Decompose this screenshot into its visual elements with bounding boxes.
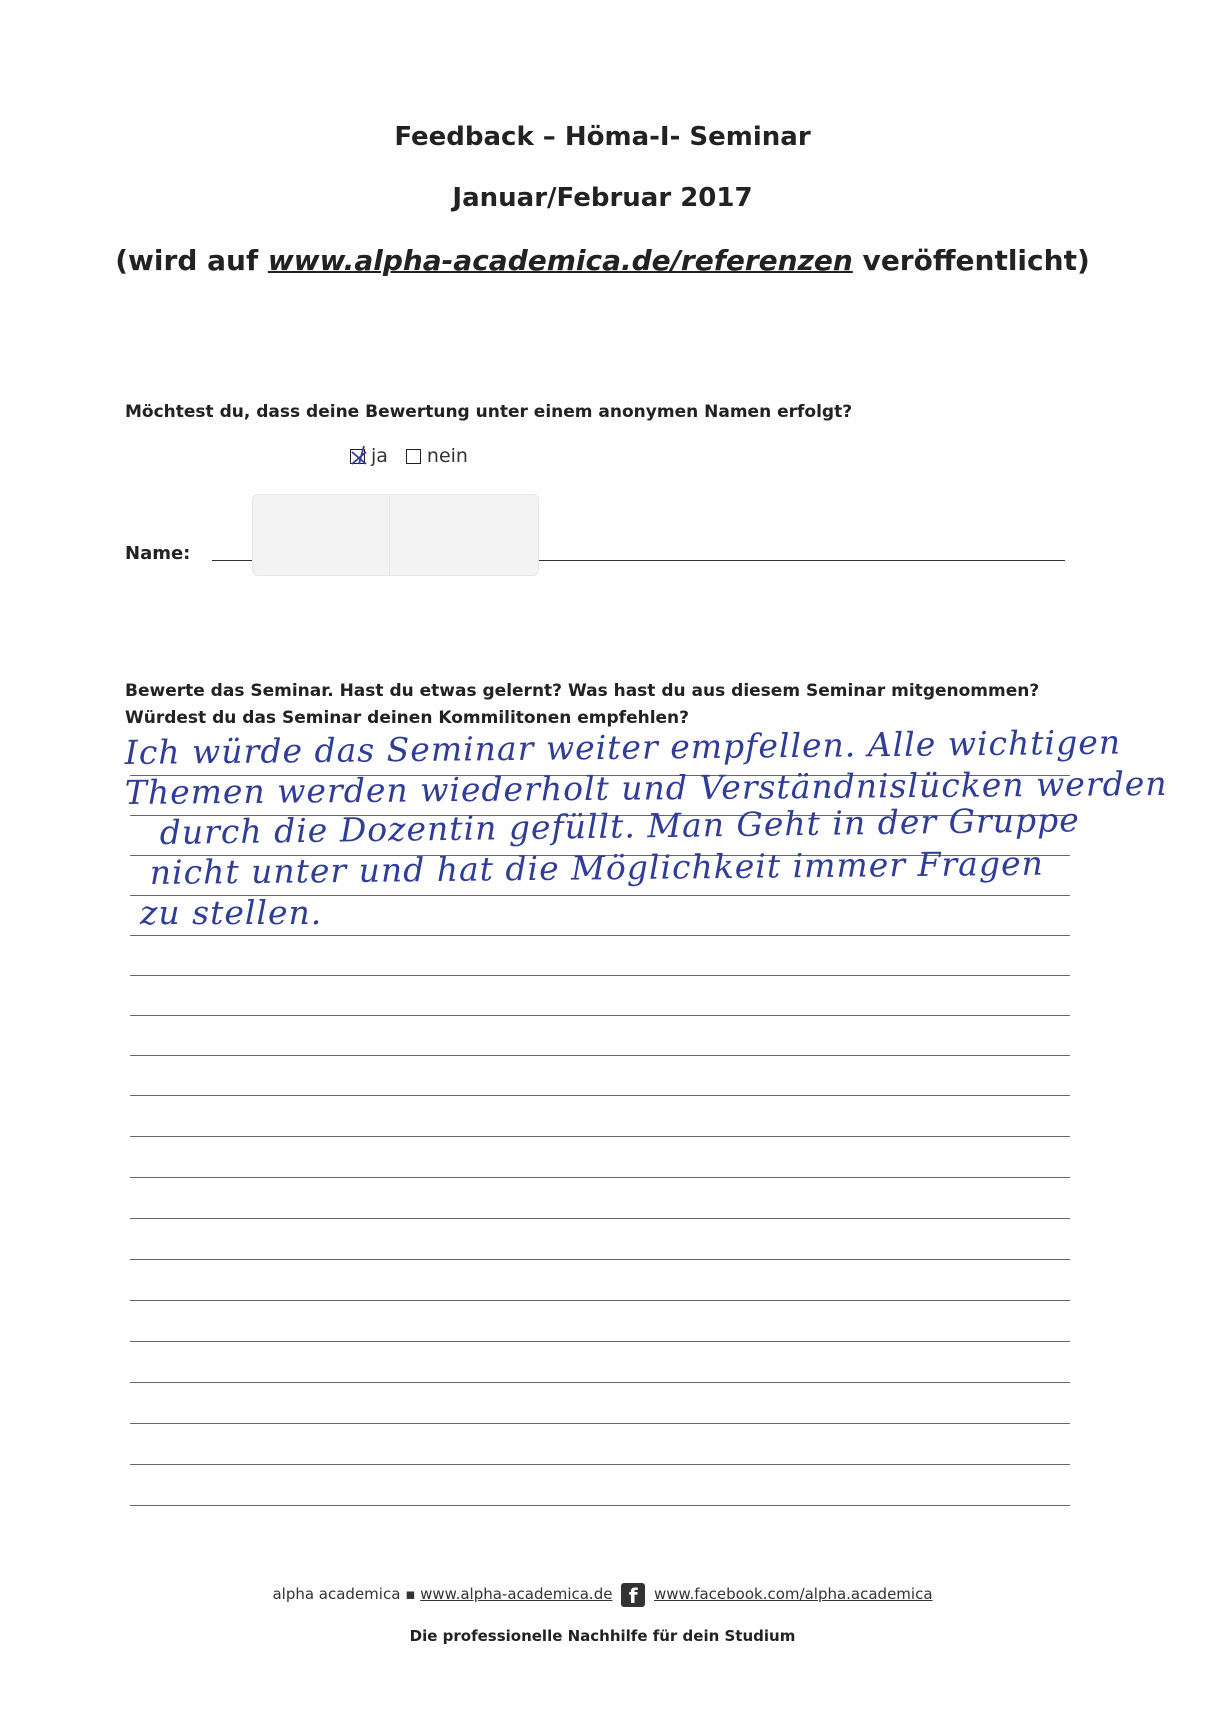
referenzen-link[interactable]: www.alpha-academica.de/referenzen — [267, 244, 853, 277]
answer-rule — [130, 1464, 1070, 1465]
website-link[interactable]: www.alpha-academica.de — [420, 1585, 613, 1603]
answer-rule — [130, 1095, 1070, 1096]
answer-rule — [130, 935, 1070, 936]
anonymous-options — [350, 445, 468, 467]
answer-rule — [130, 975, 1070, 976]
publication-note — [0, 244, 1205, 277]
answer-rule — [130, 1177, 1070, 1178]
option-nein[interactable] — [406, 445, 468, 467]
answer-rule — [130, 1423, 1070, 1424]
footer-contact — [0, 1583, 1205, 1607]
form-subtitle: Januar/Februar 2017 — [452, 183, 753, 213]
answer-rule — [130, 1218, 1070, 1219]
answer-rule — [130, 1382, 1070, 1383]
footer-separator: ▪ — [405, 1585, 416, 1603]
handwritten-answer-line: durch die Dozentin gefüllt. Man Geht in der Gruppe — [159, 800, 1081, 852]
facebook-link[interactable]: www.facebook.com/alpha.academica — [654, 1585, 933, 1603]
answer-rule — [130, 1055, 1070, 1056]
handwritten-answer-line: nicht unter und hat die Möglichkeit immer Fragen — [149, 843, 1044, 892]
answer-rule — [130, 1015, 1070, 1016]
answer-rule — [130, 1136, 1070, 1137]
nein-checkbox[interactable] — [406, 449, 421, 464]
seminar-question-line-1: Bewerte das Seminar. Hast du etwas gelernt? Was hast du aus diesem Seminar mitgenommen? — [125, 681, 1040, 701]
publication-suffix: veröffentlicht) — [852, 244, 1090, 277]
handwritten-answer-line: zu stellen. — [140, 893, 323, 932]
name-label: Name: — [125, 543, 191, 564]
handwritten-answer-line: Themen werden wiederholt und Verständnislücken werden — [124, 763, 1168, 812]
answer-rule — [130, 1300, 1070, 1301]
answer-rule — [130, 1341, 1070, 1342]
name-redaction — [252, 494, 539, 576]
option-ja[interactable] — [350, 445, 388, 467]
footer-tagline: Die professionelle Nachhilfe für dein Studium — [409, 1627, 796, 1645]
form-title: Feedback – Höma-I- Seminar — [394, 122, 811, 152]
nein-label: nein — [426, 445, 468, 467]
ja-label: ja — [371, 445, 388, 467]
ja-checkbox[interactable] — [350, 449, 365, 464]
anonymous-question: Möchtest du, dass deine Bewertung unter einem anonymen Namen erfolgt? — [125, 402, 853, 422]
check-mark-icon — [348, 444, 370, 466]
footer-brand: alpha academica — [272, 1585, 401, 1603]
facebook-icon[interactable]: f — [621, 1583, 645, 1607]
answer-rule — [130, 1259, 1070, 1260]
handwritten-answer-line: Ich würde das Seminar weiter empfellen. Alle wichtigen — [124, 722, 1122, 772]
seminar-question-line-2: Würdest du das Seminar deinen Kommilitonen empfehlen? — [125, 708, 690, 728]
publication-prefix: (wird auf — [115, 244, 268, 277]
answer-rule — [130, 1505, 1070, 1506]
